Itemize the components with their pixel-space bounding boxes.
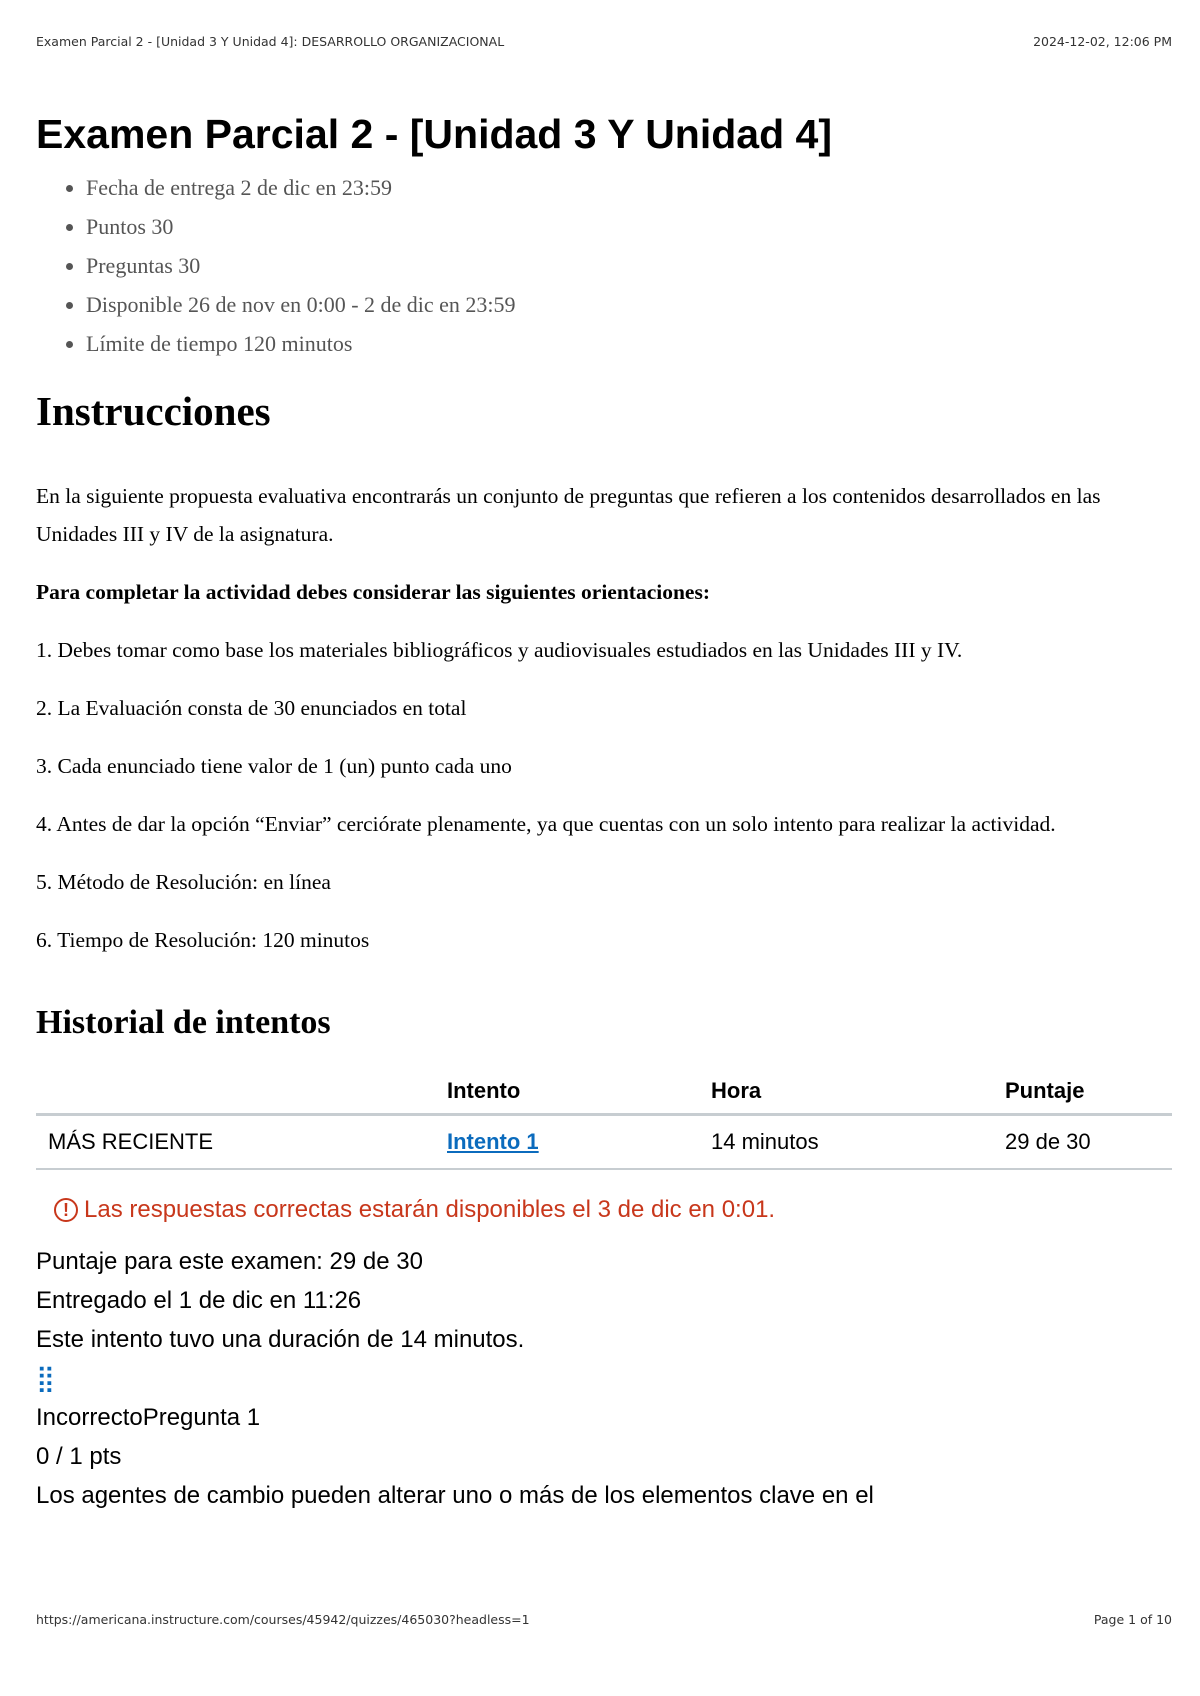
quiz-meta-list bbox=[36, 168, 1172, 363]
column-header-score: Puntaje bbox=[993, 1069, 1172, 1115]
attempt-1-link[interactable]: Intento 1 bbox=[447, 1129, 539, 1154]
column-header-attempt: Intento bbox=[435, 1069, 699, 1115]
page-url: https://americana.instructure.com/courses/45942/quizzes/465030?headless=1 bbox=[36, 1612, 530, 1627]
table-header-row bbox=[36, 1069, 1172, 1115]
question-points: 0 / 1 pts bbox=[36, 1443, 122, 1470]
meta-available: Disponible 26 de nov en 0:00 - 2 de dic en 23:59 bbox=[86, 285, 1172, 324]
instruction-step-4: 4. Antes de dar la opción “Enviar” cerciórate plenamente, ya que cuentas con un solo intento para realizar la actividad. bbox=[36, 812, 1056, 836]
correct-answers-notice bbox=[36, 1190, 1172, 1230]
instruction-step-5: 5. Método de Resolución: en línea bbox=[36, 870, 331, 894]
column-header-label bbox=[36, 1069, 435, 1115]
instruction-step-3: 3. Cada enunciado tiene valor de 1 (un) punto cada uno bbox=[36, 754, 512, 778]
submitted-line: Entregado el 1 de dic en 11:26 bbox=[36, 1287, 362, 1314]
notice-text: Las respuestas correctas estarán disponibles el 3 de dic en 0:01. bbox=[84, 1196, 776, 1223]
instructions-intro: En la siguiente propuesta evaluativa encontrarás un conjunto de preguntas que refieren a los contenidos desarrollados en las Unidades III y IV de la asignatura. bbox=[36, 484, 1101, 546]
page-title: Examen Parcial 2 - [Unidad 3 Y Unidad 4] bbox=[36, 111, 832, 157]
meta-questions: Preguntas 30 bbox=[86, 246, 1172, 285]
quiz-content bbox=[36, 108, 1172, 1515]
attempt-summary bbox=[36, 1242, 1172, 1515]
instruction-step-2: 2. La Evaluación consta de 30 enunciados en total bbox=[36, 696, 467, 720]
instructions-body bbox=[36, 477, 1172, 959]
attempt-score: 29 de 30 bbox=[993, 1115, 1172, 1170]
question-text: Los agentes de cambio pueden alterar uno o más de los elementos clave en el bbox=[36, 1482, 874, 1509]
meta-due-date: Fecha de entrega 2 de dic en 23:59 bbox=[86, 168, 1172, 207]
meta-time-limit: Límite de tiempo 120 minutos bbox=[86, 324, 1172, 363]
instruction-step-1: 1. Debes tomar como base los materiales bibliográficos y audiovisuales estudiados en las Unidades III y IV. bbox=[36, 638, 963, 662]
doc-title: Examen Parcial 2 - [Unidad 3 Y Unidad 4]: DESARROLLO ORGANIZACIONAL bbox=[36, 34, 505, 49]
meta-points: Puntos 30 bbox=[86, 207, 1172, 246]
history-heading: Historial de intentos bbox=[36, 1004, 331, 1041]
orientation-heading: Para completar la actividad debes considerar las siguientes orientaciones: bbox=[36, 580, 711, 604]
instruction-step-6: 6. Tiempo de Resolución: 120 minutos bbox=[36, 928, 370, 952]
column-header-time: Hora bbox=[699, 1069, 993, 1115]
attempt-history-table bbox=[36, 1069, 1172, 1170]
duration-line: Este intento tuvo una duración de 14 minutos. bbox=[36, 1326, 525, 1353]
print-timestamp: 2024-12-02, 12:06 PM bbox=[1033, 34, 1172, 49]
table-row bbox=[36, 1115, 1172, 1170]
score-line: Puntaje para este examen: 29 de 30 bbox=[36, 1248, 423, 1275]
drag-handle-icon[interactable]: ⣿ bbox=[36, 1363, 56, 1393]
question-status-title: IncorrectoPregunta 1 bbox=[36, 1404, 261, 1431]
print-footer bbox=[36, 1612, 1172, 1627]
attempt-recent-label: MÁS RECIENTE bbox=[36, 1115, 435, 1170]
print-header bbox=[36, 34, 1172, 49]
warning-icon: ! bbox=[54, 1198, 78, 1222]
attempt-time: 14 minutos bbox=[699, 1115, 993, 1170]
instructions-heading: Instrucciones bbox=[36, 388, 271, 434]
attempt-cell bbox=[435, 1115, 699, 1170]
page-number: Page 1 of 10 bbox=[1093, 1612, 1172, 1627]
